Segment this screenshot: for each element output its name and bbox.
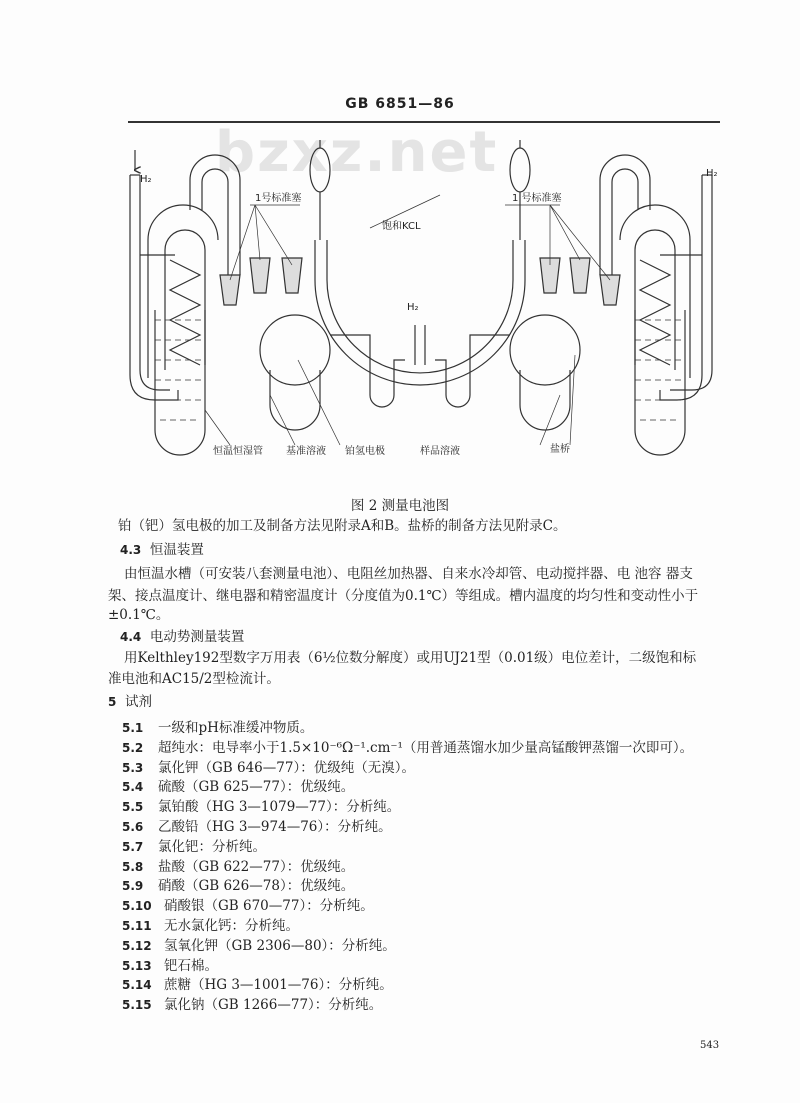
section-number: 4.4 (120, 630, 142, 644)
reagent-number: 5.13 (122, 958, 152, 973)
paragraph-line: 由恒温水槽（可安装八套测量电池）、电阻丝加热器、自来水冷却管、电动搅拌器、电 池容 器支 (124, 566, 693, 582)
reagent-text: 钯石棉。 (164, 957, 218, 974)
page-number: 543 (700, 1040, 720, 1051)
reagent-item (122, 799, 400, 815)
reagent-item (122, 958, 218, 974)
reagent-number: 5.12 (122, 938, 152, 953)
reagent-text: 氯化钾（GB 646—77）：优级纯（无溴）。 (158, 759, 415, 776)
label-h2-right: H₂ (706, 168, 718, 179)
reagent-item (122, 878, 354, 894)
reagent-text: 一级和pH标准缓冲物质。 (158, 720, 314, 736)
label-h2-left: H₂ (140, 174, 152, 185)
section-number: 5 (108, 695, 117, 709)
reagent-text: 氯化钯：分析纯。 (158, 838, 266, 855)
section-title: 恒温装置 (149, 542, 204, 558)
reagent-item (122, 839, 266, 855)
reagent-text: 乙酸铅（HG 3—974—76）：分析纯。 (158, 819, 392, 835)
label-stopper-left: 1号标准塞 (255, 193, 302, 204)
reagent-number: 5.15 (122, 998, 152, 1013)
reagent-item (122, 779, 354, 795)
section-4-4-heading (120, 629, 244, 645)
label-reference-solution: 基准溶液 (286, 446, 326, 457)
paragraph-electrode: 铂（钯）氢电极的加工及制备方法见附录A和B。盐桥的制备方法见附录C。 (118, 518, 567, 534)
label-h2-center: H₂ (407, 302, 419, 313)
paragraph-line: 准电池和AC15/2型检流计。 (108, 671, 280, 687)
label-thermostat-tube: 恒温恒湿管 (213, 446, 263, 457)
section-4-3-heading (120, 542, 204, 558)
paragraph-line: 架、接点温度计、继电器和精密温度计（分度值为0.1℃）等组成。槽内温度的均匀性和变动性小于 (108, 588, 699, 604)
reagent-text: 无水氯化钙：分析纯。 (164, 918, 299, 934)
label-stopper-right: 1 号标准塞 (512, 193, 562, 204)
reagent-number: 5.6 (122, 820, 144, 834)
reagent-number: 5.8 (122, 859, 144, 874)
reagent-number: 5.5 (122, 800, 144, 815)
section-title: 电动势测量装置 (149, 629, 245, 645)
paragraph-line: ±0.1℃。 (108, 607, 170, 623)
figure-caption: 图 2 测量电池图 (350, 498, 450, 514)
label-saturated-kcl: 饱和KCL (382, 221, 421, 232)
paragraph-line: 用Kelthley192型数字万用表（6½位数分解度）或用UJ21型（0.01级）电位差计，二级饱和标 (124, 650, 697, 666)
reagent-text: 蔗糖（HG 3—1001—76）：分析纯。 (164, 977, 393, 994)
section-number: 4.3 (120, 543, 142, 557)
reagent-text: 氯化钠（GB 1266—77）：分析纯。 (164, 997, 383, 1014)
reagent-number: 5.7 (122, 839, 144, 854)
reagent-item (122, 740, 693, 756)
salt-bridge-arc (310, 140, 530, 385)
reagent-number: 5.1 (122, 721, 144, 735)
reagent-item (122, 997, 382, 1013)
reagent-text: 盐酸（GB 622—77）：优级纯。 (158, 858, 355, 875)
reagent-number: 5.14 (122, 978, 152, 993)
reagent-text: 氢氧化钾（GB 2306—80）：分析纯。 (164, 937, 396, 954)
reagent-item (122, 898, 374, 914)
label-pt-hydrogen-electrode: 铂氢电极 (345, 446, 385, 457)
section-5-heading (108, 694, 152, 710)
reagent-text: 氯铂酸（HG 3—1079—77）：分析纯。 (158, 799, 401, 816)
reagent-number: 5.11 (122, 919, 152, 933)
reagent-text: 硫酸（GB 625—77）：优级纯。 (158, 779, 355, 796)
reagent-item (122, 938, 396, 954)
reagent-text: 硝酸银（GB 670—77）：分析纯。 (164, 898, 374, 915)
section-title: 试剂 (124, 694, 152, 710)
reagent-item (122, 720, 313, 736)
reagent-number: 5.10 (122, 899, 152, 914)
label-sample-solution: 样品溶液 (420, 446, 460, 457)
reagent-item (122, 819, 392, 835)
reagent-number: 5.9 (122, 879, 144, 894)
reagent-item (122, 859, 354, 875)
measurement-cell-diagram (120, 140, 720, 470)
watermark: bzxz.net (215, 120, 499, 185)
label-salt-bridge: 盐桥 (550, 444, 570, 455)
reagent-number: 5.4 (122, 780, 144, 795)
reagent-number: 5.2 (122, 740, 144, 755)
stoppers (220, 258, 620, 305)
reagent-number: 5.3 (122, 760, 144, 775)
reagent-text: 超纯水：电导率小于1.5×10⁻⁶Ω⁻¹.cm⁻¹（用普通蒸馏水加少量高锰酸钾蒸馏一次即可）。 (158, 739, 694, 756)
reagent-item (122, 977, 393, 993)
reagent-item (122, 760, 415, 776)
bath-right (600, 155, 712, 455)
reagent-text: 硝酸（GB 626—78）：优级纯。 (158, 878, 355, 895)
reagent-item (122, 918, 299, 934)
standard-code-header: GB 6851—86 (345, 96, 455, 112)
